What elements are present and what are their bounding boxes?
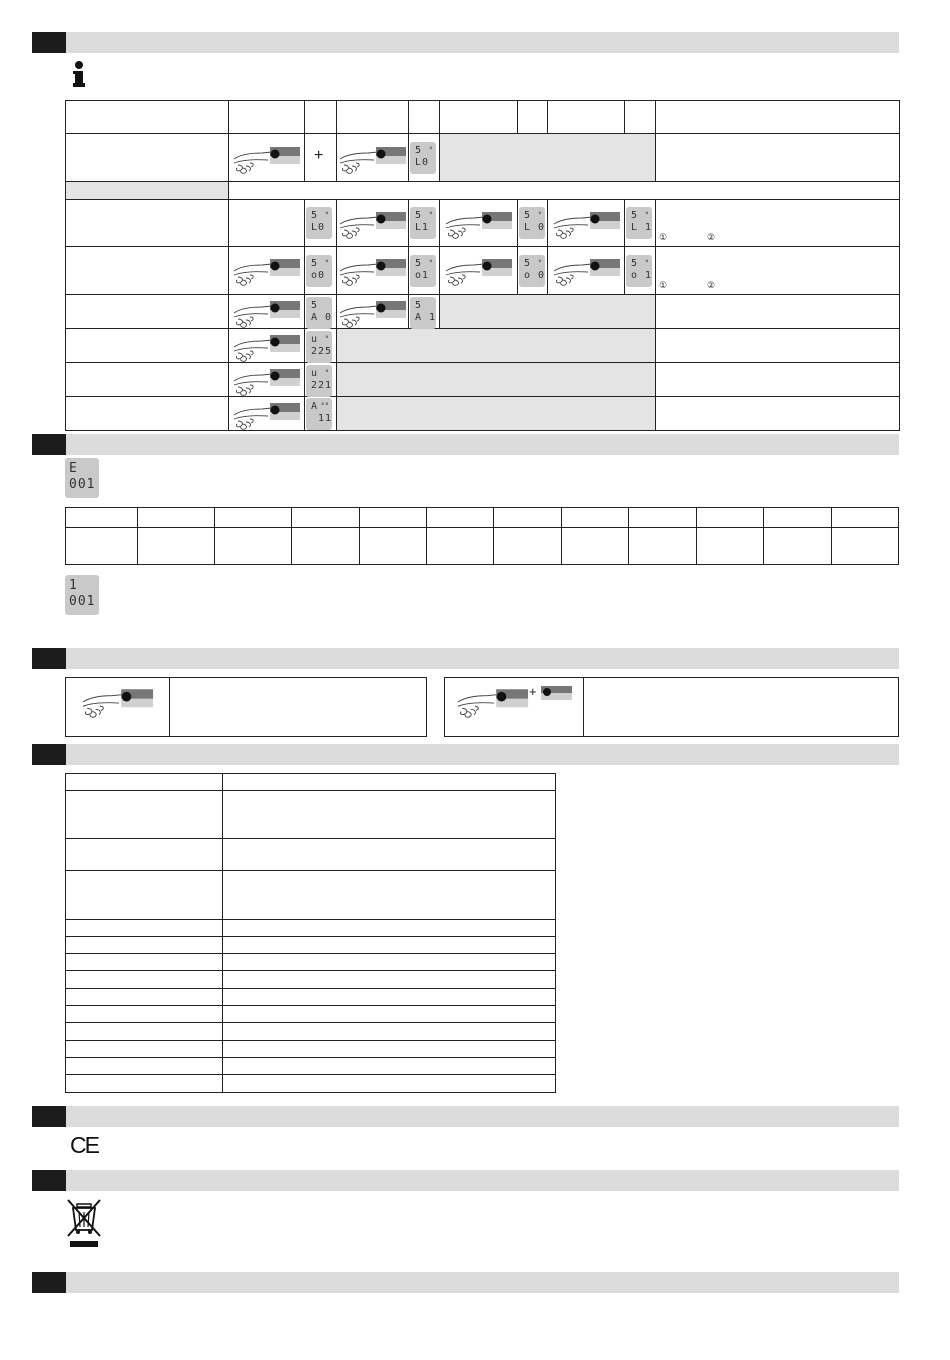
table-row-divider (66, 1040, 555, 1041)
lcd-display (410, 255, 436, 287)
button-icon (539, 685, 573, 701)
table-cell-description (656, 329, 899, 363)
section-number-block (32, 1170, 66, 1191)
lcd-display (306, 398, 332, 430)
finger-press-icon (232, 255, 302, 287)
table-header-cell (440, 101, 518, 134)
lcd-dot: ° (644, 259, 649, 267)
box-divider (583, 678, 584, 736)
info-icon (72, 60, 86, 88)
section-number-block (32, 32, 66, 53)
table-row-divider (66, 936, 555, 937)
lcd-text: 5 L1 (415, 210, 430, 233)
table-row-label (66, 134, 229, 182)
lcd-display (626, 255, 652, 287)
lcd-display (410, 207, 436, 239)
table-col-divider (831, 508, 832, 564)
table-cell-description (656, 247, 899, 295)
table-row-divider (66, 919, 555, 920)
circled-number-2: ② (707, 232, 716, 242)
lcd-display (519, 255, 545, 287)
lcd-text: 5 o 1 (631, 258, 653, 281)
table-row-divider (66, 988, 555, 989)
finger-press-icon (232, 399, 302, 431)
table-header-cell (409, 101, 440, 134)
table-col-divider (359, 508, 360, 564)
lcd-display (626, 207, 652, 239)
section-number-block (32, 1272, 66, 1293)
lcd-display (306, 365, 332, 397)
lcd-display (410, 297, 436, 329)
finger-press-icon (80, 685, 156, 719)
section-header-7 (32, 1272, 899, 1293)
section-header-6 (32, 1170, 899, 1191)
table-row-label (66, 329, 229, 363)
table-header-cell (656, 101, 899, 134)
table-header-cell (548, 101, 625, 134)
lcd-text: A 11 (311, 401, 333, 424)
box-divider (169, 678, 170, 736)
table-header-cell (625, 101, 656, 134)
lcd-dot: ° (537, 259, 542, 267)
section-header-5 (32, 1106, 899, 1127)
lcd-dot: ° (644, 211, 649, 219)
lcd-text: u 225 (311, 334, 333, 357)
finger-press-icon (232, 365, 302, 397)
table-header-cell (229, 101, 305, 134)
lcd-dot: ° (537, 211, 542, 219)
table-row-label (66, 247, 229, 295)
crossed-bin-icon (66, 1198, 102, 1250)
table-cell-description (656, 295, 899, 329)
table-row-label (66, 397, 229, 430)
info-lcd-display: 1 001 (65, 575, 99, 615)
table-header-cell (337, 101, 409, 134)
lcd-text: 5 o0 (311, 258, 326, 281)
table-row-divider (66, 1057, 555, 1058)
table-row-divider (66, 1074, 555, 1075)
table-row-divider (66, 1022, 555, 1023)
lcd-text: 5 L 1 (631, 210, 653, 233)
table-row-divider (66, 1005, 555, 1006)
section-number-block (32, 434, 66, 455)
table-header-cell (66, 101, 229, 134)
table-row-label (66, 363, 229, 397)
table-col-divider (561, 508, 562, 564)
lcd-text: 5 A 1 (415, 300, 437, 323)
table-row-divider (66, 870, 555, 871)
lcd-display (410, 142, 436, 174)
table-row-divider (66, 953, 555, 954)
plus-sign: + (314, 147, 324, 164)
lcd-dot: ° (324, 335, 329, 343)
finger-press-icon (232, 297, 302, 329)
lcd-text: 5 o 0 (524, 258, 546, 281)
lcd-dot: ° (324, 211, 329, 219)
circled-number-2: ② (707, 280, 716, 290)
error-lcd-display: E 001 (65, 458, 99, 498)
ce-mark-icon: CE (70, 1132, 98, 1158)
lcd-display (306, 207, 332, 239)
lcd-text: u 221 (311, 368, 333, 391)
section-number-block (32, 1106, 66, 1127)
finger-press-icon (232, 331, 302, 363)
lcd-dot: °° (320, 402, 329, 410)
finger-press-icon (338, 208, 408, 240)
table-row-label (66, 295, 229, 329)
technical-data-table (65, 773, 556, 1093)
lcd-display (306, 297, 332, 329)
lcd-dot: ° (428, 211, 433, 219)
lcd-display (306, 255, 332, 287)
finger-press-icon (550, 255, 624, 287)
table-col-divider (696, 508, 697, 564)
table-cell-description (656, 397, 899, 430)
lcd-display (306, 331, 332, 363)
finger-press-icon (232, 143, 302, 175)
finger-press-icon (338, 143, 408, 175)
section-header-2 (32, 434, 899, 455)
finger-press-icon (442, 255, 516, 287)
table-cell-grey (440, 295, 656, 329)
table-col-divider (493, 508, 494, 564)
section-number-block (32, 648, 66, 669)
plus-sign: + (529, 684, 537, 699)
circled-number-1: ① (659, 232, 668, 242)
section-header-1 (32, 32, 899, 53)
finger-press-icon (442, 208, 516, 240)
table-cell-grey (337, 397, 656, 430)
table-cell-description (656, 200, 899, 247)
table-subheader (66, 182, 229, 200)
table-header-cell (305, 101, 337, 134)
table-cell-description (656, 134, 899, 182)
lcd-text: 5 L0 (311, 210, 326, 233)
lcd-text: 5 A 0 (311, 300, 333, 323)
table-cell-grey (337, 363, 656, 397)
lcd-dot: ° (324, 259, 329, 267)
lcd-text: 5 o1 (415, 258, 430, 281)
table-row-divider (66, 527, 898, 528)
table-cell-grey (440, 134, 656, 182)
finger-press-icon (338, 255, 408, 287)
error-code-table (65, 507, 899, 565)
lcd-dot: ° (428, 259, 433, 267)
table-subheader-fill (229, 182, 899, 200)
finger-press-icon (550, 208, 624, 240)
table-row-divider (66, 970, 555, 971)
table-col-divider (426, 508, 427, 564)
table-col-divider (214, 508, 215, 564)
section-header-4 (32, 744, 899, 765)
lcd-display (519, 207, 545, 239)
finger-press-icon (338, 297, 408, 329)
table-row-label (66, 200, 229, 247)
table-col-divider (222, 774, 223, 1092)
table-cell-description (656, 363, 899, 397)
table-col-divider (137, 508, 138, 564)
lcd-text: 5 L0 (415, 145, 430, 168)
table-cell (229, 200, 305, 247)
lcd-dot: ° (428, 146, 433, 154)
circled-number-1: ① (659, 280, 668, 290)
table-col-divider (291, 508, 292, 564)
lcd-text: 5 L 0 (524, 210, 546, 233)
section-number-block (32, 744, 66, 765)
table-row-divider (66, 838, 555, 839)
table-row-divider (66, 790, 555, 791)
table-cell-grey (337, 329, 656, 363)
table-col-divider (763, 508, 764, 564)
table-header-cell (518, 101, 548, 134)
finger-press-icon (455, 685, 531, 719)
lcd-dot: ° (324, 369, 329, 377)
table-col-divider (628, 508, 629, 564)
section-header-3 (32, 648, 899, 669)
